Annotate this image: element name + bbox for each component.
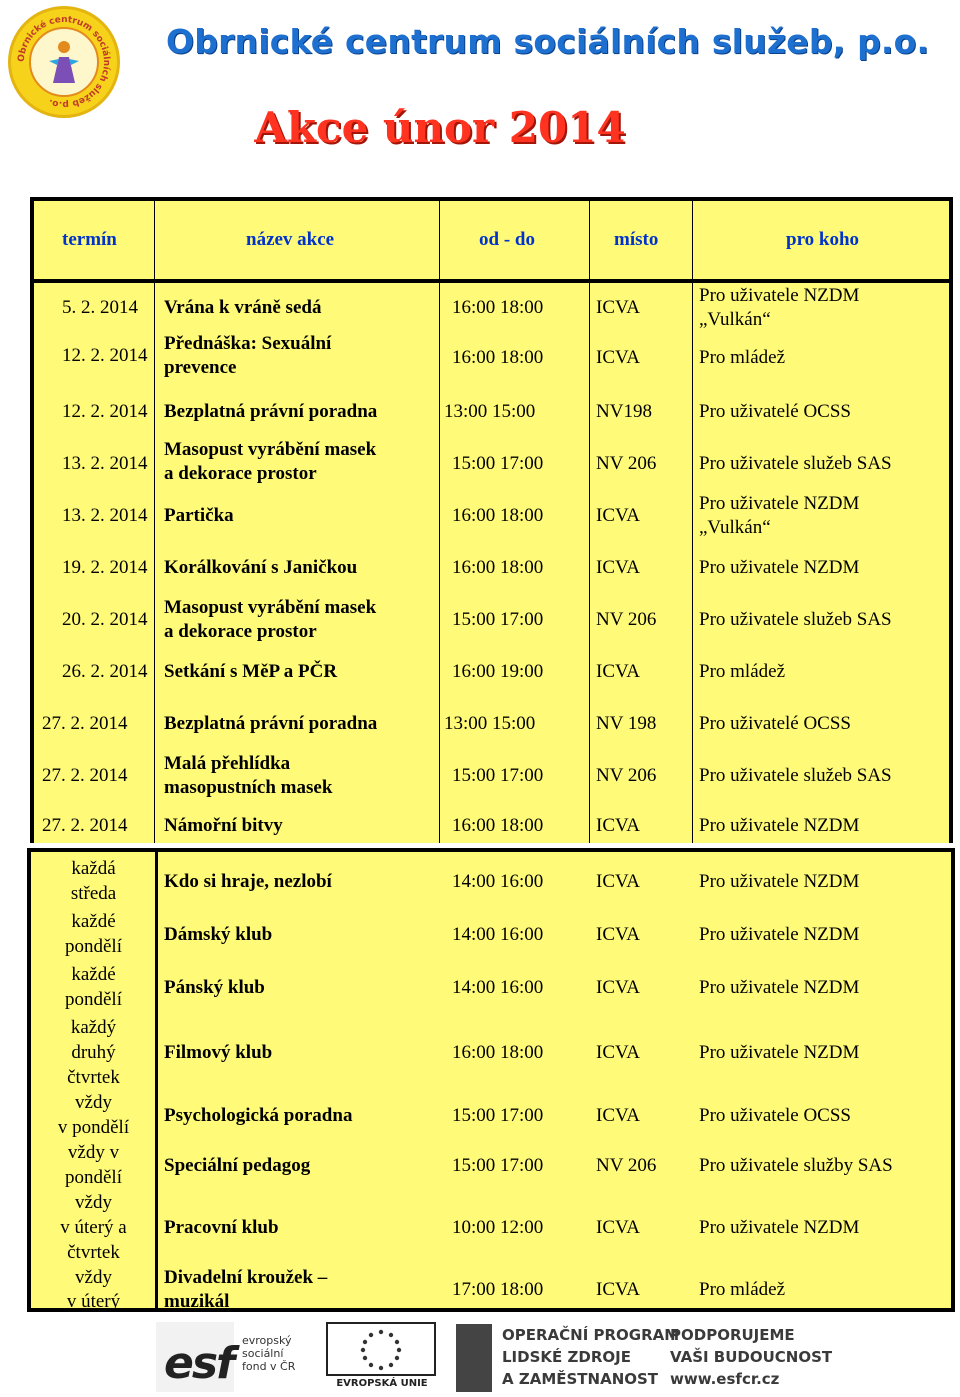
row-time: 13:00 15:00 [444, 401, 536, 422]
recurring-when-line2: pondělí [65, 989, 122, 1010]
recurring-time: 14:00 16:00 [452, 977, 544, 998]
recurring-when: každé [71, 911, 116, 932]
recurring-name: Kdo si hraje, nezlobí [164, 871, 332, 892]
op-mark-icon [456, 1324, 492, 1392]
table-row [34, 387, 949, 437]
row-audience: Pro mládež [699, 661, 786, 682]
figure-icon [47, 39, 81, 85]
row-event-name: Námořní bitvy [164, 815, 283, 836]
svg-text:Obrnické centrum sociálních sl: Obrnické centrum sociálních služeb p.o. [16, 14, 112, 110]
row-time: 16:00 18:00 [452, 505, 544, 526]
support-text-line: VAŠI BUDOUCNOST [670, 1348, 833, 1366]
recurring-name-line2: muzikál [164, 1291, 230, 1312]
support-website-link[interactable]: www.esfcr.cz [670, 1370, 780, 1388]
row-audience: Pro uživatele služeb SAS [699, 453, 892, 474]
table-row [34, 491, 949, 543]
recurring-time: 15:00 17:00 [452, 1155, 544, 1176]
row-event-name-line2: masopustních masek [164, 777, 333, 798]
row-event-name: Korálkování s Janičkou [164, 557, 358, 578]
row-date: 5. 2. 2014 [62, 297, 138, 318]
recurring-when: každý [70, 1017, 117, 1038]
row-place: ICVA [596, 347, 640, 368]
table-row [34, 283, 949, 333]
recurring-time: 14:00 16:00 [452, 924, 544, 945]
recurring-audience: Pro uživatele NZDM [699, 1217, 860, 1238]
op-lzz-logo [456, 1324, 680, 1392]
recurring-when: každé [71, 964, 116, 985]
op-text-line: A ZAMĚSTNANOST [502, 1370, 659, 1388]
page-title-text: Akce únor 2014 [254, 103, 626, 152]
recurring-time: 15:00 17:00 [452, 1105, 544, 1126]
recurring-when-line3: čtvrtek [67, 1067, 120, 1088]
recurring-place: ICVA [596, 1217, 640, 1238]
row-event-name: Přednáška: Sexuální [164, 333, 332, 354]
op-text-line: LIDSKÉ ZDROJE [502, 1348, 631, 1366]
row-time: 16:00 18:00 [452, 347, 544, 368]
row-date: 27. 2. 2014 [42, 765, 128, 786]
recurring-activities-table [27, 848, 955, 1312]
recurring-place: ICVA [596, 1105, 640, 1126]
recurring-audience: Pro uživatele NZDM [699, 977, 860, 998]
row-place: ICVA [596, 661, 640, 682]
row-time: 16:00 18:00 [452, 557, 544, 578]
recurring-audience: Pro uživatele OCSS [699, 1105, 851, 1126]
support-logo [670, 1324, 833, 1392]
recurring-place: ICVA [596, 871, 640, 892]
recurring-audience: Pro mládež [699, 1279, 786, 1300]
row-date: 27. 2. 2014 [42, 713, 128, 734]
support-text-line: PODPORUJEME [670, 1326, 795, 1344]
recurring-name: Filmový klub [164, 1042, 273, 1063]
row-event-name: Bezplatná právní poradna [164, 401, 378, 422]
esf-logo [150, 1322, 300, 1392]
row-event-name: Masopust vyrábění masek [164, 597, 377, 618]
recurring-time: 10:00 12:00 [452, 1217, 544, 1238]
row-event-name: Masopust vyrábění masek [164, 439, 377, 460]
row-audience: Pro uživatelé OCSS [699, 713, 851, 734]
recurring-when-line2: v úterý [66, 1291, 121, 1312]
row-place: NV 206 [596, 609, 657, 630]
row-date: 12. 2. 2014 [62, 401, 148, 422]
esf-caption-line: fond v ČR [242, 1360, 296, 1373]
recurring-name: Dámský klub [164, 924, 273, 945]
row-time: 15:00 17:00 [452, 609, 544, 630]
row-place: ICVA [596, 505, 640, 526]
row-date: 13. 2. 2014 [62, 505, 148, 526]
recurring-name: Pracovní klub [164, 1217, 279, 1238]
row-place: NV 206 [596, 765, 657, 786]
op-text [502, 1324, 679, 1390]
recurring-place: NV 206 [596, 1155, 657, 1176]
header-name: název akce [246, 229, 335, 250]
esf-mark [156, 1322, 234, 1392]
header-time: od - do [479, 229, 535, 250]
esf-caption [242, 1334, 295, 1373]
row-audience: Pro uživatele služeb SAS [699, 609, 892, 630]
eu-flag-icon [326, 1322, 436, 1376]
recurring-when-line2: v pondělí [57, 1117, 130, 1138]
eu-logo [318, 1322, 442, 1392]
esf-wordmark: esf [164, 1338, 234, 1389]
table-row [34, 595, 949, 647]
row-audience: Pro uživatele NZDM [699, 285, 860, 306]
row-audience: Pro uživatelé OCSS [699, 401, 851, 422]
column-divider [155, 852, 158, 1308]
table-row [34, 545, 949, 595]
recurring-time: 17:00 18:00 [452, 1279, 544, 1300]
recurring-name: Divadelní kroužek – [164, 1267, 328, 1288]
row-event-name-line2: a dekorace prostor [164, 463, 317, 484]
recurring-when-line2: pondělí [65, 1167, 122, 1188]
table-row [34, 439, 949, 491]
footer-logos [150, 1318, 960, 1396]
page-title [0, 103, 960, 152]
row-place: ICVA [596, 297, 640, 318]
row-audience: Pro uživatele NZDM [699, 815, 860, 836]
recurring-place: ICVA [596, 924, 640, 945]
op-text-line: OPERAČNÍ PROGRAM [502, 1326, 680, 1344]
row-date: 13. 2. 2014 [62, 453, 148, 474]
organization-logo [8, 6, 120, 118]
row-event-name: Partička [164, 505, 234, 526]
header-audience: pro koho [786, 229, 860, 250]
recurring-place: ICVA [596, 1042, 640, 1063]
recurring-when-line2: pondělí [65, 936, 122, 957]
recurring-when: každá [71, 858, 116, 879]
row-place: NV 206 [596, 453, 657, 474]
recurring-time: 16:00 18:00 [452, 1042, 544, 1063]
recurring-audience: Pro uživatele služby SAS [699, 1155, 893, 1176]
recurring-audience: Pro uživatele NZDM [699, 871, 860, 892]
table-header [34, 201, 949, 283]
row-event-name: Vrána k vráně sedá [164, 297, 322, 318]
recurring-audience: Pro uživatele NZDM [699, 924, 860, 945]
table-row [34, 335, 949, 385]
row-date: 26. 2. 2014 [62, 661, 148, 682]
recurring-when: vždy v [67, 1142, 120, 1163]
header-place: místo [614, 229, 659, 250]
recurring-name: Pánský klub [164, 977, 265, 998]
row-event-name: Setkání s MěP a PČR [164, 661, 338, 682]
row-audience-extra: „Vulkán“ [699, 517, 771, 538]
organization-name: Obrnické centrum sociálních služeb, p.o. [166, 22, 930, 61]
recurring-place: ICVA [596, 977, 640, 998]
row-place: ICVA [596, 557, 640, 578]
row-audience: Pro uživatele NZDM [699, 557, 860, 578]
row-place: NV198 [596, 401, 652, 422]
row-audience: Pro uživatele NZDM [699, 493, 860, 514]
row-date: 20. 2. 2014 [62, 609, 148, 630]
header-date: termín [62, 229, 117, 250]
esf-caption-line: evropský [242, 1334, 292, 1347]
recurring-time: 14:00 16:00 [452, 871, 544, 892]
row-place: ICVA [596, 815, 640, 836]
row-date: 27. 2. 2014 [42, 815, 128, 836]
table-row [34, 751, 949, 803]
row-time: 16:00 18:00 [452, 297, 544, 318]
recurring-when: vždy [75, 1267, 112, 1288]
recurring-audience: Pro uživatele NZDM [699, 1042, 860, 1063]
recurring-when: vždy [75, 1192, 112, 1213]
recurring-place: ICVA [596, 1279, 640, 1300]
row-time: 16:00 19:00 [452, 661, 544, 682]
recurring-when-line2: v úterý a [60, 1217, 127, 1238]
row-event-name: Bezplatná právní poradna [164, 713, 378, 734]
table-row [34, 699, 949, 751]
support-text [670, 1324, 832, 1390]
row-event-name-line2: a dekorace prostor [164, 621, 317, 642]
recurring-when-line2: druhý [71, 1042, 116, 1063]
row-time: 16:00 18:00 [452, 815, 544, 836]
logo-emblem [29, 27, 99, 97]
row-date: 12. 2. 2014 [62, 345, 148, 366]
event-schedule-table [30, 197, 953, 843]
recurring-when: vždy [75, 1092, 112, 1113]
recurring-name: Psychologická poradna [164, 1105, 353, 1126]
row-time: 15:00 17:00 [452, 453, 544, 474]
table-row [34, 647, 949, 699]
row-time: 15:00 17:00 [452, 765, 544, 786]
esf-caption-line: sociální [242, 1347, 284, 1360]
row-date: 19. 2. 2014 [62, 557, 148, 578]
row-event-name-line2: prevence [164, 357, 237, 378]
row-time: 13:00 15:00 [444, 713, 536, 734]
recurring-when-line2: středa [70, 883, 117, 904]
recurring-name: Speciální pedagog [164, 1155, 311, 1176]
row-event-name: Malá přehlídka [164, 753, 291, 774]
table-row [34, 803, 949, 847]
row-audience: Pro uživatele služeb SAS [699, 765, 892, 786]
recurring-when-line3: čtvrtek [67, 1242, 120, 1263]
row-audience-extra: „Vulkán“ [699, 309, 771, 330]
row-audience: Pro mládež [699, 347, 786, 368]
eu-caption: EVROPSKÁ UNIE [336, 1378, 428, 1389]
row-place: NV 198 [596, 713, 657, 734]
